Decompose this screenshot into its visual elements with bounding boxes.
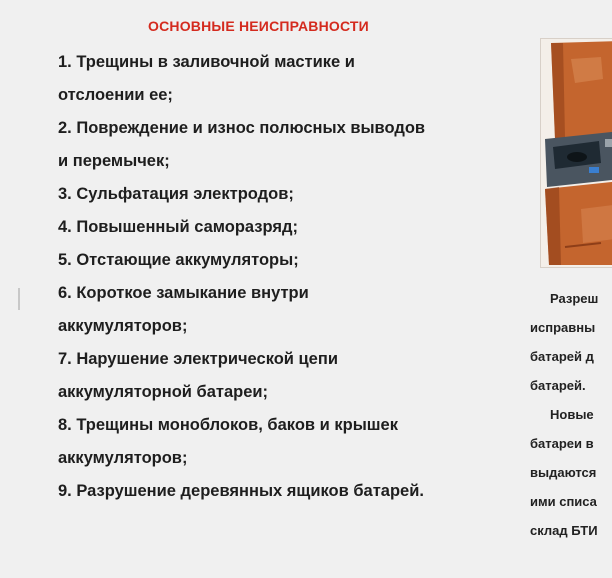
fault-line: 6. Короткое замыкание внутри [58, 284, 309, 302]
fault-line: отслоении ее; [58, 86, 173, 104]
fault-line: 3. Сульфатация электродов; [58, 185, 294, 203]
slide-title: ОСНОВНЫЕ НЕИСПРАВНОСТИ [148, 18, 369, 34]
fault-line: аккумуляторной батареи; [58, 383, 269, 401]
side-line: батареи в [530, 436, 594, 451]
battery-photo [540, 38, 612, 268]
fault-line: 5. Отстающие аккумуляторы; [58, 251, 299, 269]
divider-tick [18, 288, 20, 310]
fault-line: 2. Повреждение и износ полюсных выводов [58, 119, 426, 137]
fault-line: 7. Нарушение электрической цепи [58, 350, 338, 368]
battery-image [541, 39, 612, 267]
side-line: Новые [550, 407, 594, 422]
fault-line: аккумуляторов; [58, 449, 188, 467]
side-line: Разреш [550, 291, 599, 306]
fault-line: аккумуляторов; [58, 317, 188, 335]
side-line: выдаются [530, 465, 597, 480]
fault-line: 9. Разрушение деревянных ящиков батарей. [58, 482, 424, 500]
fault-line: и перемычек; [58, 152, 170, 170]
faults-list [58, 46, 518, 508]
side-text [530, 284, 612, 545]
fault-line: 1. Трещины в заливочной мастике и [58, 53, 355, 71]
fault-line: 8. Трещины моноблоков, баков и крышек [58, 416, 398, 434]
side-line: батарей д [530, 349, 594, 364]
side-line: ими списа [530, 494, 597, 509]
fault-line: 4. Повышенный саморазряд; [58, 218, 298, 236]
side-line: склад БТИ [530, 523, 598, 538]
side-line: исправны [530, 320, 596, 335]
side-line: батарей. [530, 378, 586, 393]
